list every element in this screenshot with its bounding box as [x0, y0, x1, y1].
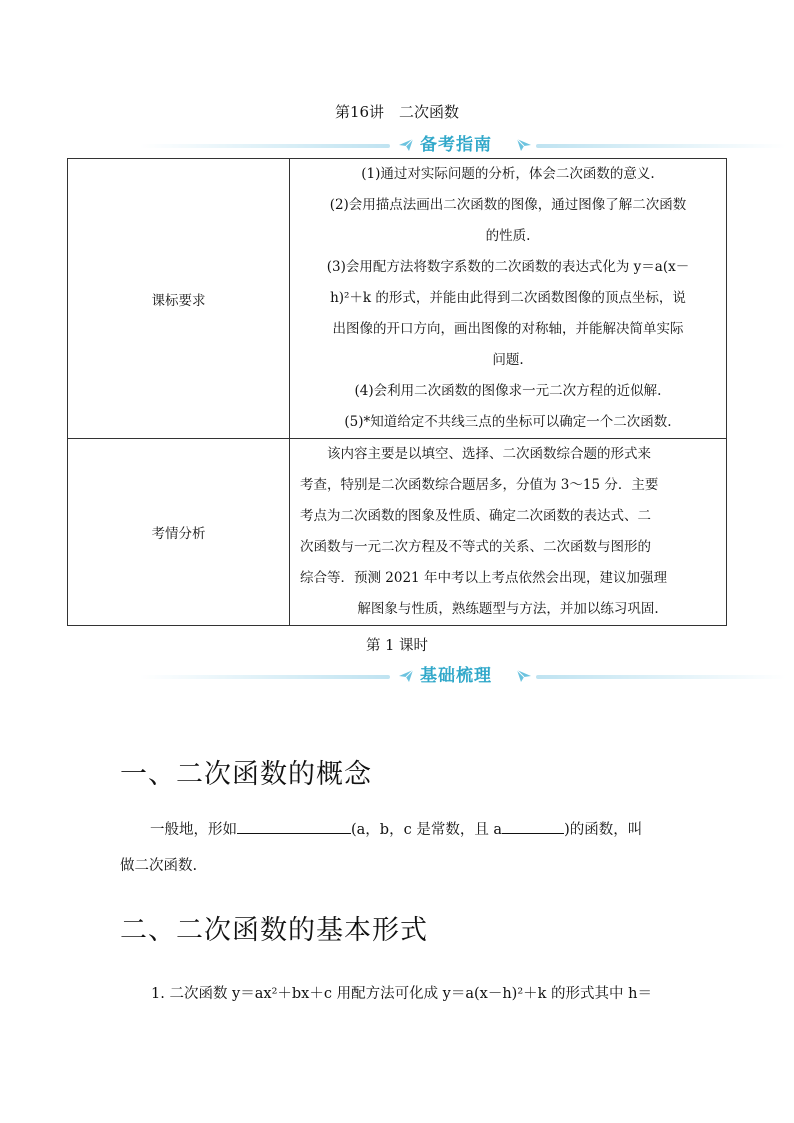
banner-prep-guide [140, 134, 794, 156]
fill-blank[interactable] [502, 817, 564, 834]
requirements-table [67, 158, 727, 626]
table-row [68, 439, 727, 626]
list-item: (2)会用描点法画出二次函数的图像，通过图像了解二次函数 [329, 197, 687, 213]
paper-plane-icon [398, 137, 414, 153]
lesson-period: 第 1 课时 [366, 638, 428, 654]
banner-left-line [140, 144, 390, 148]
banner-right-line [536, 144, 786, 148]
paper-plane-icon [516, 668, 532, 684]
paragraph-text: (a，b，c 是常数，且 a [351, 822, 503, 838]
list-item: 的性质. [485, 228, 531, 244]
list-item: (4)会利用二次函数的图像求一元二次方程的近似解. [354, 383, 662, 399]
list-item: (3)会用配方法将数字系数的二次函数的表达式化为 y＝a(x－ [326, 259, 690, 275]
list-item: 该内容主要是以填空、选择、二次函数综合题的形式来 [327, 446, 651, 462]
banner-right-line [536, 675, 786, 679]
banner-label: 备考指南 [420, 135, 492, 155]
list-item: (1)通过对实际问题的分析，体会二次函数的意义. [361, 166, 655, 182]
row-header: 课标要求 [68, 159, 290, 439]
lesson-title: 第16讲 二次函数 [334, 103, 460, 121]
row-header: 考情分析 [68, 439, 290, 626]
list-item: 次函数与一元二次方程及不等式的关系、二次函数与图形的 [300, 539, 651, 555]
fill-blank[interactable] [237, 817, 351, 834]
paragraph-text: )的函数，叫 [564, 822, 643, 838]
paragraph-text: 做二次函数. [120, 858, 198, 874]
banner-basics [140, 665, 794, 687]
list-item: (5)*知道给定不共线三点的坐标可以确定一个二次函数. [344, 414, 672, 430]
list-item: 考查，特别是二次函数综合题居多，分值为 3～15 分．主要 [300, 477, 659, 493]
list-item: 问题. [492, 352, 524, 368]
section-heading-concept: 一、二次函数的概念 [120, 759, 372, 790]
table-row [68, 159, 727, 439]
row-content-curriculum [290, 159, 727, 439]
paragraph-text: 一般地，形如 [150, 822, 237, 838]
section-heading-forms: 二、二次函数的基本形式 [120, 915, 428, 946]
list-item: h)²＋k 的形式，并能由此得到二次函数图像的顶点坐标，说 [330, 290, 686, 306]
section-paragraph [120, 812, 680, 884]
banner-label: 基础梳理 [420, 666, 492, 686]
list-item: 1. 二次函数 y＝ax²＋bx＋c 用配方法可化成 y＝a(x－h)²＋k 的形式其中 h＝ [151, 986, 652, 1002]
paper-plane-icon [516, 137, 532, 153]
list-item: 考点为二次函数的图象及性质、确定二次函数的表达式、二 [300, 508, 651, 524]
banner-left-line [140, 675, 390, 679]
list-item: 解图象与性质，熟练题型与方法，并加以练习巩固. [357, 601, 659, 617]
list-item: 出图像的开口方向，画出图像的对称轴，并能解决简单实际 [332, 321, 684, 337]
list-item: 综合等．预测 2021 年中考以上考点依然会出现，建议加强理 [300, 570, 667, 586]
paper-plane-icon [398, 668, 414, 684]
row-content-analysis [290, 439, 727, 626]
